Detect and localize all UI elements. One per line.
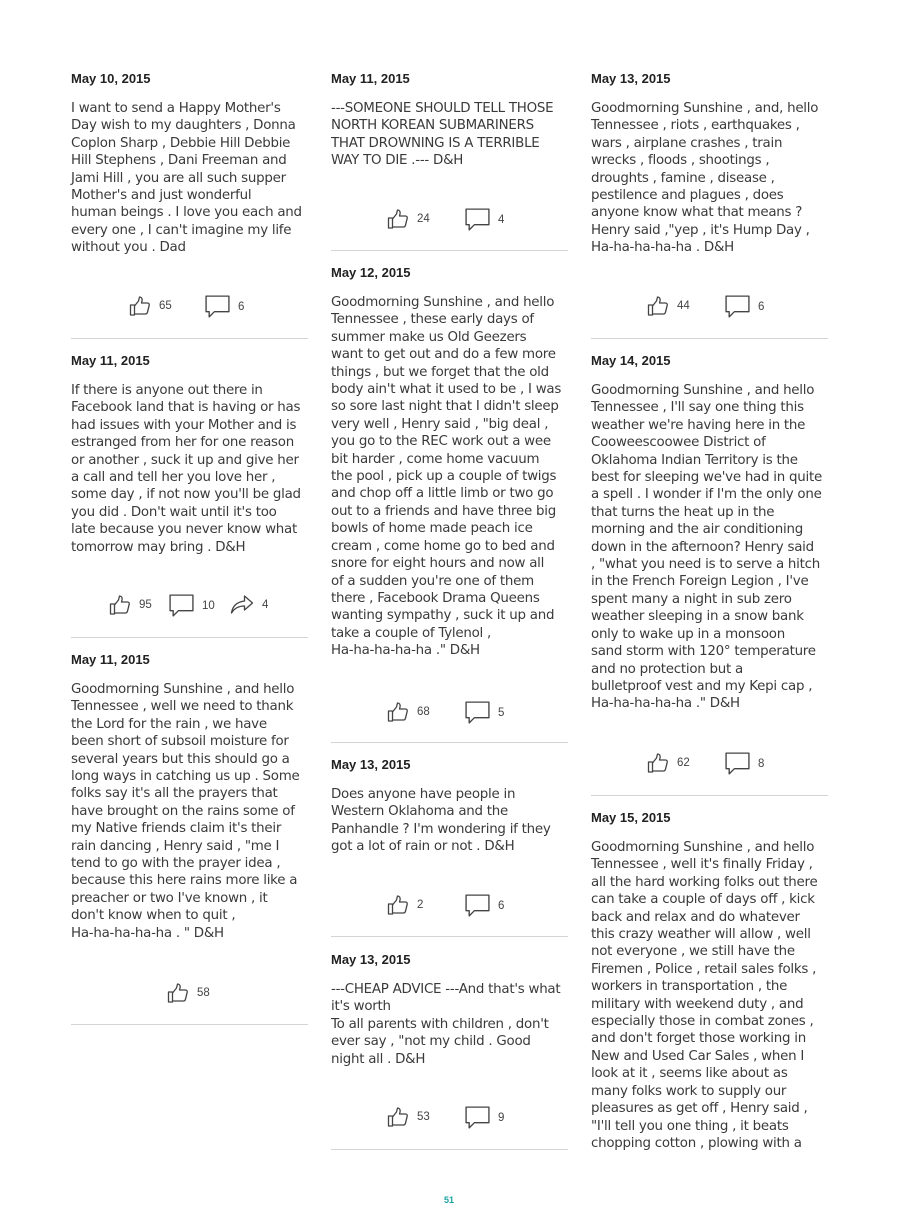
post-date: May 13, 2015 [591,71,671,86]
like-count[interactable]: 58 [165,981,210,1005]
thumbs-up-icon [645,294,670,318]
post-body: Goodmorning Sunshine , and hello Tennessee , well we need to thank the Lord for the rain , we have been short of subsoil moisture for several years but this should go a long ways in catching us up . Some folks say it's all the prayers that have brought on the rains some of my Native friends claim it's their rain dancing , Henry said , "me I tend to go with the prayer idea , because this here rains more like a preacher or two I've known , it don't know when to quit , Ha-ha-ha-ha-ha . " D&H [71,682,300,941]
thumbs-up-icon [385,700,410,724]
comment-icon [204,294,231,319]
like-count[interactable]: 65 [127,294,172,318]
like-count[interactable]: 95 [107,593,152,617]
post-divider [331,936,568,937]
thumbs-up-icon [127,294,152,318]
like-count[interactable]: 24 [385,207,430,231]
post-date: May 10, 2015 [71,71,151,86]
page-number: 51 [443,1195,454,1205]
post-body: If there is anyone out there in Facebook land that is having or has had issues with your Mother and is estranged from her for one reason or another , suck it up and give her a call and tell her you love her , some day , if not now you'll be glad you did . Don't wait until it's too late because you never know what tomorrow may bring . D&H [71,383,301,555]
comment-icon [464,700,491,725]
share-count[interactable]: 4 [228,593,268,617]
comment-count[interactable]: 9 [464,1105,504,1130]
comment-icon [464,893,491,918]
post-date: May 12, 2015 [331,265,411,280]
comment-icon [168,593,195,618]
like-count[interactable]: 68 [385,700,430,724]
comment-count[interactable]: 6 [724,294,764,319]
post-divider [71,1024,308,1025]
like-count[interactable]: 62 [645,751,690,775]
post-divider [331,1149,568,1150]
post-body: ---SOMEONE SHOULD TELL THOSE NORTH KOREAN SUBMARINERS THAT DROWNING IS A TERRIBLE WAY TO DIE .--- D&H [331,101,554,169]
thumbs-up-icon [645,751,670,775]
post-date: May 13, 2015 [331,757,411,772]
like-count[interactable]: 53 [385,1105,430,1129]
comment-icon [464,1105,491,1130]
share-icon [228,593,255,617]
comment-count[interactable]: 6 [464,893,504,918]
thumbs-up-icon [107,593,132,617]
post-divider [71,637,308,638]
comment-icon [724,751,751,776]
comment-icon [724,294,751,319]
comment-count[interactable]: 4 [464,207,504,232]
post-date: May 11, 2015 [71,353,150,368]
post-body: Goodmorning Sunshine , and, hello Tennessee , riots , earthquakes , wars , airplane crashes , train wrecks , floods , shootings , droughts , famine , disease , pestilence and plagues , does anyone know what that means ? Henry said ,"yep , it's Hump Day , Ha-ha-ha-ha-ha . D&H [591,101,819,256]
comment-count[interactable]: 10 [168,593,215,618]
post-body: ---CHEAP ADVICE ---And that's what it's worth To all parents with children , don't ever say , "not my child . Good night all . D&H [331,982,561,1067]
comment-icon [464,207,491,232]
post-body: Goodmorning Sunshine , and hello Tennessee , well it's finally Friday , all the hard working folks out there can take a couple of days off , kick back and relax and do whatever this crazy weather will allow , well not everyone , we still have the Firemen , Police , retail sales folks , workers in transportation , the military with weekend duty , and especially those in combat zones , and don't forget those working in New and Used Car Sales , when I look at it , seems like about as many folks work to supply our pleasures as get off , Henry said , "I'll tell you one thing , it beats chopping cotton , plowing with a [591,840,818,1151]
comment-count[interactable]: 5 [464,700,504,725]
post-divider [71,338,308,339]
thumbs-up-icon [385,893,410,917]
post-divider [331,250,568,251]
post-body: Goodmorning Sunshine , and hello Tennessee , these early days of summer make us Old Geezers want to get out and do a few more things , but we forget that the old body ain't what it used to be , I was so sore last night that I didn't sleep very well , Henry said , "big deal , you go to the REC work out a wee bit harder , come home vacuum the pool , pick up a couple of twigs and chop off a little limb or two go out to a friends and have three big bowls of home made peach ice cream , come home go to bed and snore for eight hours and now all of a sudden you're one of them there , Facebook Drama Queens wanting sympathy , suck it up and take a couple of Tylenol , Ha-ha-ha-ha-ha ." D&H [331,295,562,659]
post-body: I want to send a Happy Mother's Day wish to my daughters , Donna Coplon Sharp , Debbie Hill Debbie Hill Stephens , Dani Freeman and Jami Hill , you are all such supper Mother's and just wonderful human beings . I love you each and every one , I can't imagine my life without you . Dad [71,101,302,256]
comment-count[interactable]: 6 [204,294,244,319]
thumbs-up-icon [385,207,410,231]
post-date: May 15, 2015 [591,810,671,825]
post-date: May 11, 2015 [331,71,410,86]
post-date: May 14, 2015 [591,353,671,368]
like-count[interactable]: 2 [385,893,423,917]
post-divider [591,795,828,796]
like-count[interactable]: 44 [645,294,690,318]
post-date: May 13, 2015 [331,952,411,967]
post-body: Goodmorning Sunshine , and hello Tennessee , I'll say one thing this weather we're having here in the Cooweescoowee District of Oklahoma Indian Territory is the best for sleeping we've had in quite a spell . I wonder if I'm the only one that turns the heat up in the morning and the air conditioning down in the afternoon? Henry said , "what you need is to serve a hitch in the French Foreign Legion , I've spent many a night in sub zero weather sleeping in a snow bank only to wake up in a monsoon sand storm with 120° temperature and no protection but a bulletproof vest and my Kepi cap , Ha-ha-ha-ha-ha ." D&H [591,383,822,712]
comment-count[interactable]: 8 [724,751,764,776]
post-date: May 11, 2015 [71,652,150,667]
post-divider [591,338,828,339]
post-body: Does anyone have people in Western Oklahoma and the Panhandle ? I'm wondering if they got a lot of rain or not . D&H [331,787,551,855]
post-divider [331,742,568,743]
thumbs-up-icon [385,1105,410,1129]
thumbs-up-icon [165,981,190,1005]
